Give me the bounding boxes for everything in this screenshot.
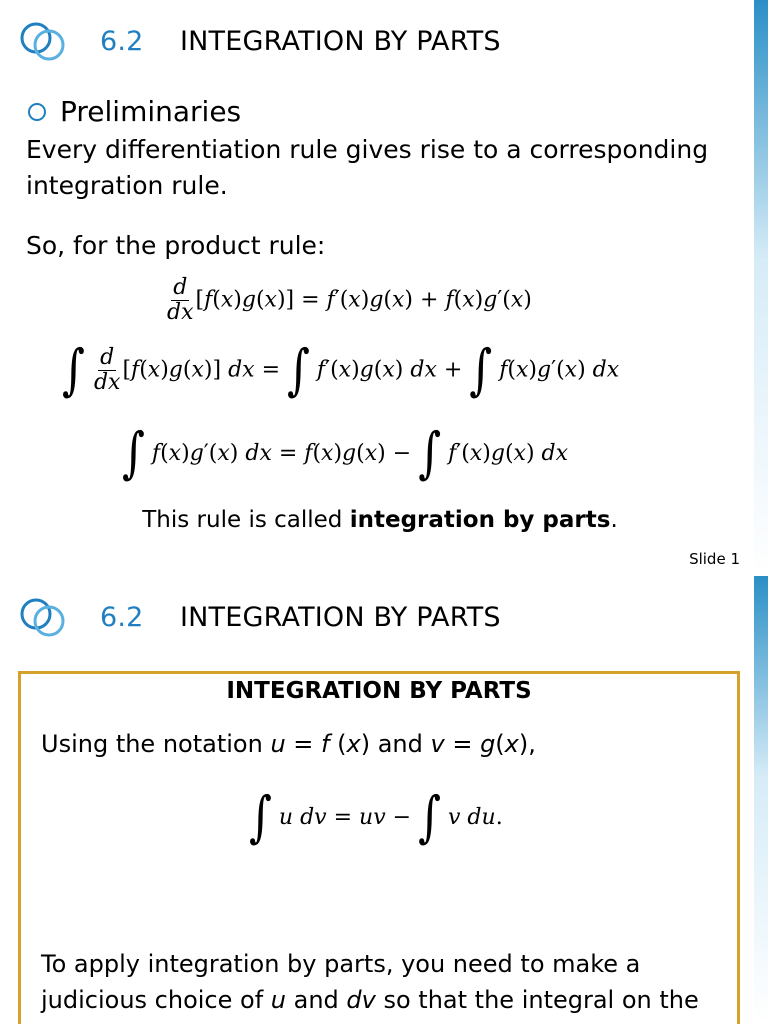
subheading-text: Preliminaries	[60, 95, 242, 128]
equation-integrated: ∫ $\frac{d}{dx}$ [f(x)g(x)] dx = ∫ f′(x)g(x) dx + ∫ f(x)g′(x) dx	[62, 338, 620, 402]
note-bold: integration by parts	[349, 507, 611, 533]
intro-line-1: Every differentiation rule gives rise to a corresponding	[26, 135, 709, 164]
product-rule-intro: So, for the product rule:	[26, 231, 326, 260]
var-x: x	[346, 730, 361, 758]
apply-paragraph	[41, 946, 731, 1018]
equation-udv: ∫ u dv = uv − ∫ v du.	[249, 785, 503, 850]
note-prefix: This rule is called	[142, 507, 350, 533]
var-u: u	[270, 730, 286, 758]
slide-title	[100, 26, 501, 57]
section-number: 6.2	[100, 602, 144, 633]
slide-side-bar	[754, 0, 768, 576]
notation-text: =	[285, 730, 322, 758]
slide-2	[0, 576, 768, 1024]
subheading	[28, 95, 241, 128]
bullet-circle-icon	[28, 103, 46, 121]
intro-line-2: integration rule.	[26, 171, 228, 200]
notation-line	[41, 726, 731, 762]
apply-line-2	[41, 982, 731, 1018]
slide-title	[100, 602, 501, 633]
apply-line-1: To apply integration by parts, you need to make a	[41, 950, 641, 978]
notation-text: ),	[518, 730, 536, 758]
apply-text: and	[286, 986, 347, 1014]
box-heading: INTEGRATION BY PARTS	[226, 678, 532, 704]
interlocking-rings-icon	[16, 594, 72, 640]
equation-parts-formula: ∫ f(x)g′(x) dx = f(x)g(x) − ∫ f′(x)g(x) dx	[122, 421, 569, 486]
note-suffix: .	[610, 507, 618, 533]
rule-name-note	[0, 507, 760, 533]
title-text: INTEGRATION BY PARTS	[180, 26, 501, 57]
apply-text: judicious choice of	[41, 986, 271, 1014]
var-u: u	[270, 986, 286, 1014]
apply-text: so that the integral on the	[375, 986, 699, 1014]
notation-text: =	[444, 730, 481, 758]
var-f: f	[321, 730, 330, 758]
slide-side-bar	[754, 576, 768, 1024]
notation-text: Using the notation	[41, 730, 271, 758]
slide-number: Slide 1	[689, 550, 740, 568]
var-g: g	[480, 730, 496, 758]
title-text: INTEGRATION BY PARTS	[180, 602, 501, 633]
notation-text: (	[495, 730, 505, 758]
definition-box	[18, 671, 740, 1024]
notation-text: ) and	[360, 730, 431, 758]
interlocking-rings-icon	[16, 18, 72, 64]
equation-product-rule: $\frac{d}{dx}$ [f(x)g(x)] = f′(x)g(x) + f(x)g′(x)	[167, 275, 532, 325]
var-dv: dv	[346, 986, 376, 1014]
var-v: v	[430, 730, 445, 758]
notation-text: (	[329, 730, 347, 758]
intro-paragraph	[26, 132, 726, 204]
var-x: x	[504, 730, 519, 758]
section-number: 6.2	[100, 26, 144, 57]
